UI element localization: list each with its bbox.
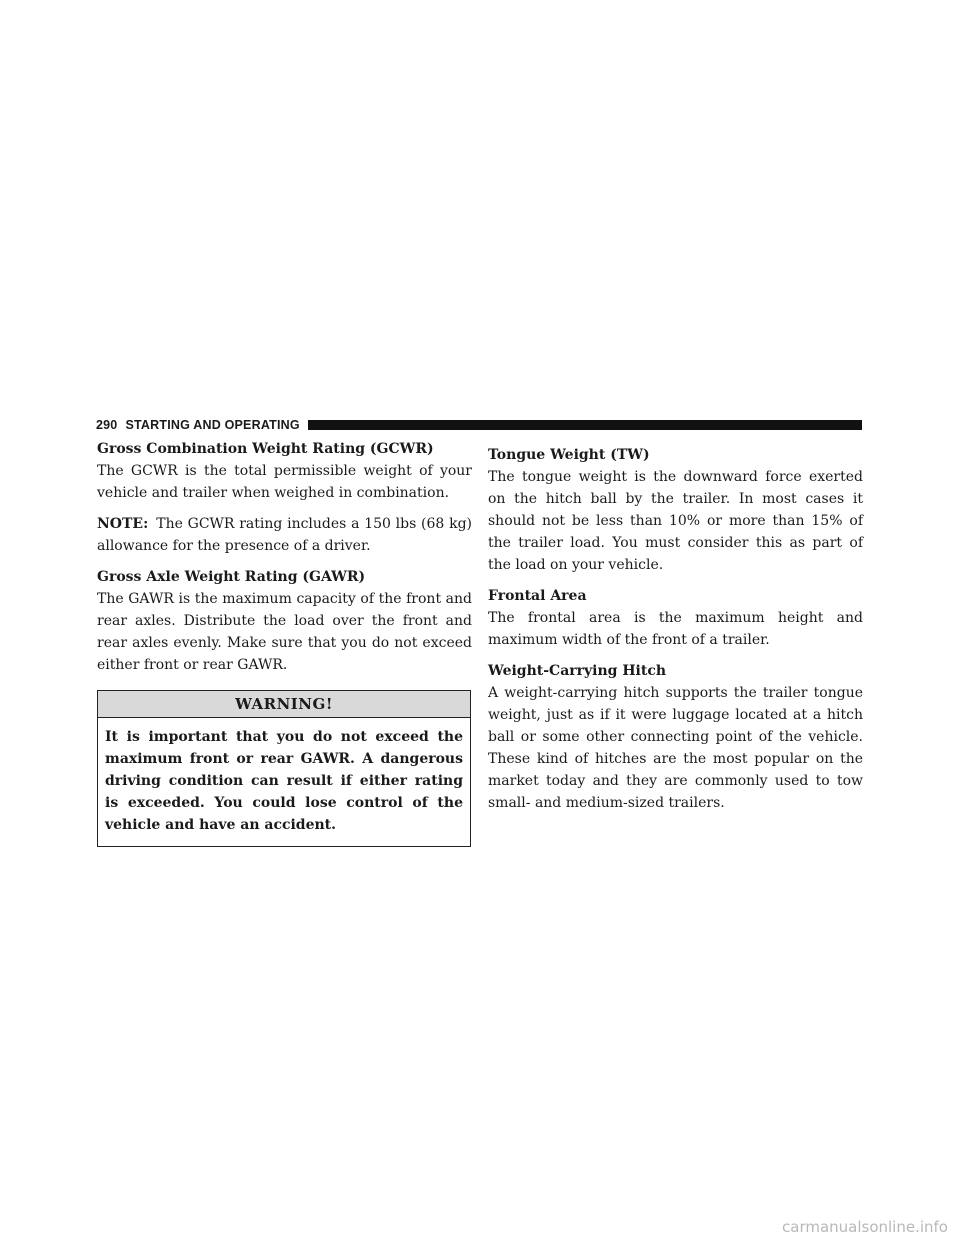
gcwr-paragraph: The GCWR is the total permissible weight of your vehicle and trailer when weighed in combination. <box>97 463 472 501</box>
hitch-heading: Weight-Carrying Hitch <box>488 663 667 679</box>
header-rule <box>308 420 862 430</box>
note-text: The GCWR rating includes a 150 lbs (68 kg) allowance for the presence of a driver. <box>97 516 472 554</box>
left-column <box>97 438 472 847</box>
note-paragraph <box>97 513 472 557</box>
frontal-area-heading: Frontal Area <box>488 588 587 604</box>
gcwr-heading: Gross Combination Weight Rating (GCWR) <box>97 441 434 457</box>
warning-box <box>97 690 471 847</box>
watermark-link[interactable]: carmanualsonline.info <box>782 1218 948 1236</box>
right-column <box>488 444 863 823</box>
hitch-paragraph: A weight-carrying hitch supports the trailer tongue weight, just as if it were luggage located at a hitch ball or some other connecting point of the vehicle. These kind of hitches are the most popular on the market today and they are commonly used to tow small- and medium-sized trailers. <box>488 685 863 811</box>
gawr-heading: Gross Axle Weight Rating (GAWR) <box>97 569 366 585</box>
page-number: 290 <box>96 418 118 432</box>
tongue-weight-heading: Tongue Weight (TW) <box>488 447 650 463</box>
warning-text: It is important that you do not exceed the maximum front or rear GAWR. A dangerous driving condition can result if either rating is exceeded. You could lose control of the vehicle and have an accident. <box>105 729 463 833</box>
page-header <box>96 416 862 434</box>
section-title: STARTING AND OPERATING <box>125 418 300 432</box>
gawr-paragraph: The GAWR is the maximum capacity of the front and rear axles. Distribute the load over the front and rear axles evenly. Make sure that you do not exceed either front or rear GAWR. <box>97 591 472 673</box>
warning-title: WARNING! <box>98 691 470 718</box>
note-label: NOTE: <box>97 516 149 532</box>
tongue-weight-paragraph: The tongue weight is the downward force exerted on the hitch ball by the trailer. In most cases it should not be less than 10% or more than 15% of the trailer load. You must consider this as part of the load on your vehicle. <box>488 469 863 573</box>
frontal-area-paragraph: The frontal area is the maximum height and maximum width of the front of a trailer. <box>488 610 863 648</box>
